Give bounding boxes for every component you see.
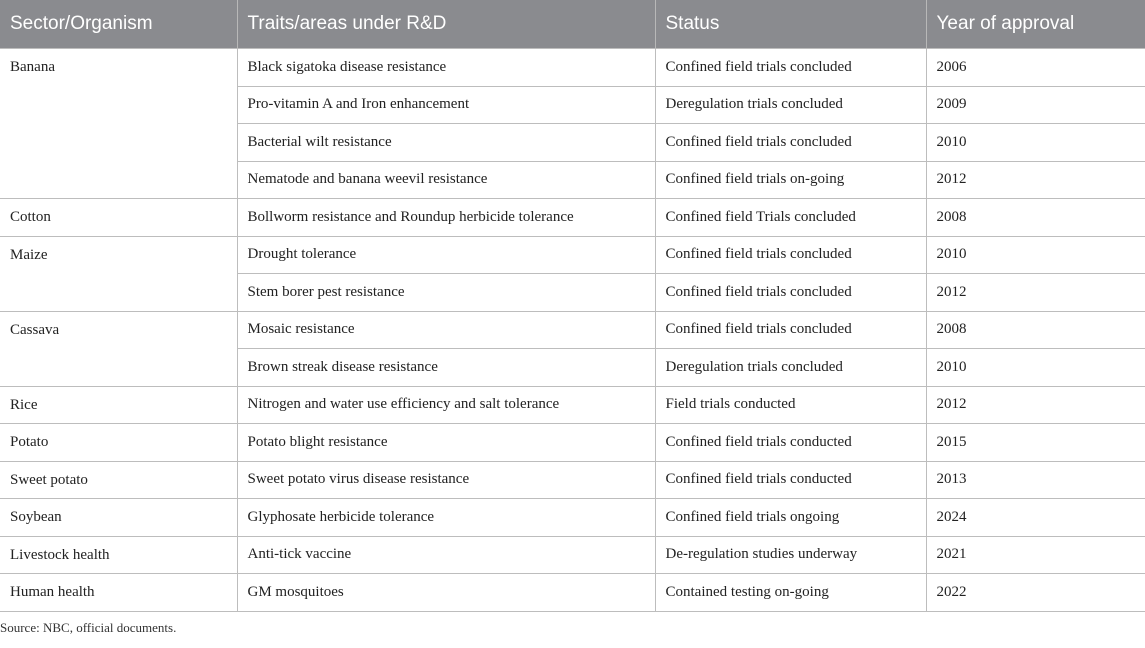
- year-cell: 2010: [926, 349, 1145, 387]
- year-cell: 2006: [926, 49, 1145, 87]
- status-cell: De-regulation studies underway: [655, 536, 926, 574]
- year-cell: 2009: [926, 86, 1145, 124]
- trait-cell: Glyphosate herbicide tolerance: [237, 499, 655, 537]
- year-cell: 2021: [926, 536, 1145, 574]
- sector-cell: Banana: [0, 49, 237, 199]
- status-cell: Contained testing on-going: [655, 574, 926, 612]
- table-row: [0, 386, 1145, 424]
- header-traits: Traits/areas under R&D: [237, 0, 655, 49]
- year-cell: 2010: [926, 236, 1145, 274]
- status-cell: Confined field trials conducted: [655, 461, 926, 499]
- status-cell: Confined field trials concluded: [655, 124, 926, 162]
- year-cell: 2008: [926, 311, 1145, 349]
- year-cell: 2013: [926, 461, 1145, 499]
- year-cell: 2024: [926, 499, 1145, 537]
- sector-cell: Maize: [0, 236, 237, 311]
- status-cell: Confined field Trials concluded: [655, 199, 926, 237]
- table-caption: Source: NBC, official documents.: [0, 619, 177, 635]
- trait-cell: Mosaic resistance: [237, 311, 655, 349]
- sector-cell: Sweet potato: [0, 461, 237, 499]
- table-row: [0, 461, 1145, 499]
- year-cell: 2008: [926, 199, 1145, 237]
- trait-cell: Black sigatoka disease resistance: [237, 49, 655, 87]
- trait-cell: GM mosquitoes: [237, 574, 655, 612]
- header-sector: Sector/Organism: [0, 0, 237, 49]
- status-cell: Confined field trials concluded: [655, 274, 926, 312]
- sector-cell: Livestock health: [0, 536, 237, 574]
- trait-cell: Nitrogen and water use efficiency and salt tolerance: [237, 386, 655, 424]
- status-cell: Confined field trials concluded: [655, 49, 926, 87]
- status-cell: Confined field trials concluded: [655, 236, 926, 274]
- sector-cell: Potato: [0, 424, 237, 462]
- year-cell: 2012: [926, 161, 1145, 199]
- table-row: [0, 424, 1145, 462]
- status-cell: Confined field trials on-going: [655, 161, 926, 199]
- trait-cell: Potato blight resistance: [237, 424, 655, 462]
- trait-cell: Stem borer pest resistance: [237, 274, 655, 312]
- year-cell: 2012: [926, 386, 1145, 424]
- table-row: [0, 49, 1145, 87]
- status-cell: Deregulation trials concluded: [655, 86, 926, 124]
- header-year: Year of approval: [926, 0, 1145, 49]
- table-row: [0, 499, 1145, 537]
- trait-cell: Anti-tick vaccine: [237, 536, 655, 574]
- sector-cell: Soybean: [0, 499, 237, 537]
- status-cell: Deregulation trials concluded: [655, 349, 926, 387]
- status-cell: Confined field trials ongoing: [655, 499, 926, 537]
- table-row: [0, 311, 1145, 349]
- status-cell: Field trials conducted: [655, 386, 926, 424]
- year-cell: 2015: [926, 424, 1145, 462]
- trait-cell: Nematode and banana weevil resistance: [237, 161, 655, 199]
- sector-cell: Cassava: [0, 311, 237, 386]
- status-cell: Confined field trials conducted: [655, 424, 926, 462]
- year-cell: 2010: [926, 124, 1145, 162]
- status-cell: Confined field trials concluded: [655, 311, 926, 349]
- table-row: [0, 199, 1145, 237]
- trait-cell: Bollworm resistance and Roundup herbicide tolerance: [237, 199, 655, 237]
- table-row: [0, 236, 1145, 274]
- sector-cell: Human health: [0, 574, 237, 612]
- trait-cell: Bacterial wilt resistance: [237, 124, 655, 162]
- trait-cell: Brown streak disease resistance: [237, 349, 655, 387]
- sector-cell: Cotton: [0, 199, 237, 237]
- table-row: [0, 574, 1145, 612]
- sector-cell: Rice: [0, 386, 237, 424]
- table-row: [0, 536, 1145, 574]
- year-cell: 2012: [926, 274, 1145, 312]
- table-body: [0, 49, 1145, 612]
- trait-cell: Sweet potato virus disease resistance: [237, 461, 655, 499]
- header-row: [0, 0, 1145, 49]
- trait-cell: Pro-vitamin A and Iron enhancement: [237, 86, 655, 124]
- trait-cell: Drought tolerance: [237, 236, 655, 274]
- year-cell: 2022: [926, 574, 1145, 612]
- header-status: Status: [655, 0, 926, 49]
